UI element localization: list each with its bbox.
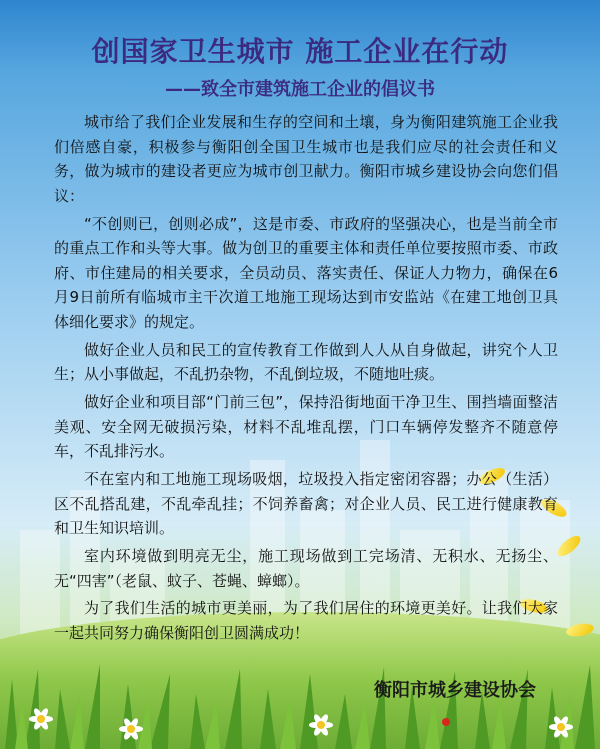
poster-subtitle: ——致全市建筑施工企业的倡议书 [165,79,435,100]
ladybug-icon [442,718,450,726]
body-paragraph: “不创则已，创则必成”，这是市委、市政府的坚强决心，也是当前全市的重点工作和头等大事。做为创卫的重要主体和责任单位要按照市委、市政府、市住建局的相关要求，全员动员、落实责任、保证人力物力，确保在6月9日前所有临城市主干次道工地施工现场达到市安监站《在建工地创卫具体细化要求》的规定。 [54,214,558,331]
body-paragraph: 做好企业人员和民工的宣传教育工作做到人人从自身做起，讲究个人卫生；从小事做起，不乱扔杂物，不乱倒垃圾，不随地吐痰。 [54,340,558,384]
body-paragraph: 室内环境做到明亮无尘，施工现场做到工完场清、无积水、无扬尘、无“四害”（老鼠、蚊子、苍蝇、蟑螂）。 [54,547,558,590]
body-paragraph: 城市给了我们企业发展和生存的空间和土壤，身为衡阳建筑施工企业我们倍感自豪，积极参与衡阳创全国卫生城市也是我们应尽的社会责任和义务，做为城市的建设者更应为城市创卫献力。衡阳市城乡建设协会向您们倡议： [54,113,558,205]
daisy-flower-icon [28,706,54,732]
body-paragraph: 为了我们生活的城市更美丽，为了我们居住的环境更美好。让我们大家一起共同努力确保衡阳创卫圆满成功！ [54,599,558,642]
signature: 衡阳市城乡建设协会 [374,680,536,701]
daisy-flower-icon [548,714,574,740]
daisy-flower-icon [308,712,334,738]
body-paragraph: 不在室内和工地施工现场吸烟，垃圾投入指定密闭容器；办公（生活）区不乱搭乱建，不乱牵乱挂；不饲养畜禽；对企业人员、民工进行健康教育和卫生知识培训。 [54,470,558,538]
body-paragraph: 做好企业和项目部“门前三包”，保持沿街地面干净卫生、围挡墙面整洁美观、安全网无破损污染，材料不乱堆乱摆，门口车辆停发整齐不随意停车，不乱排污水。 [54,393,558,461]
daisy-flower-icon [118,716,144,742]
poster-title: 创国家卫生城市 施工企业在行动 [91,35,509,68]
proposal-body [54,110,558,649]
